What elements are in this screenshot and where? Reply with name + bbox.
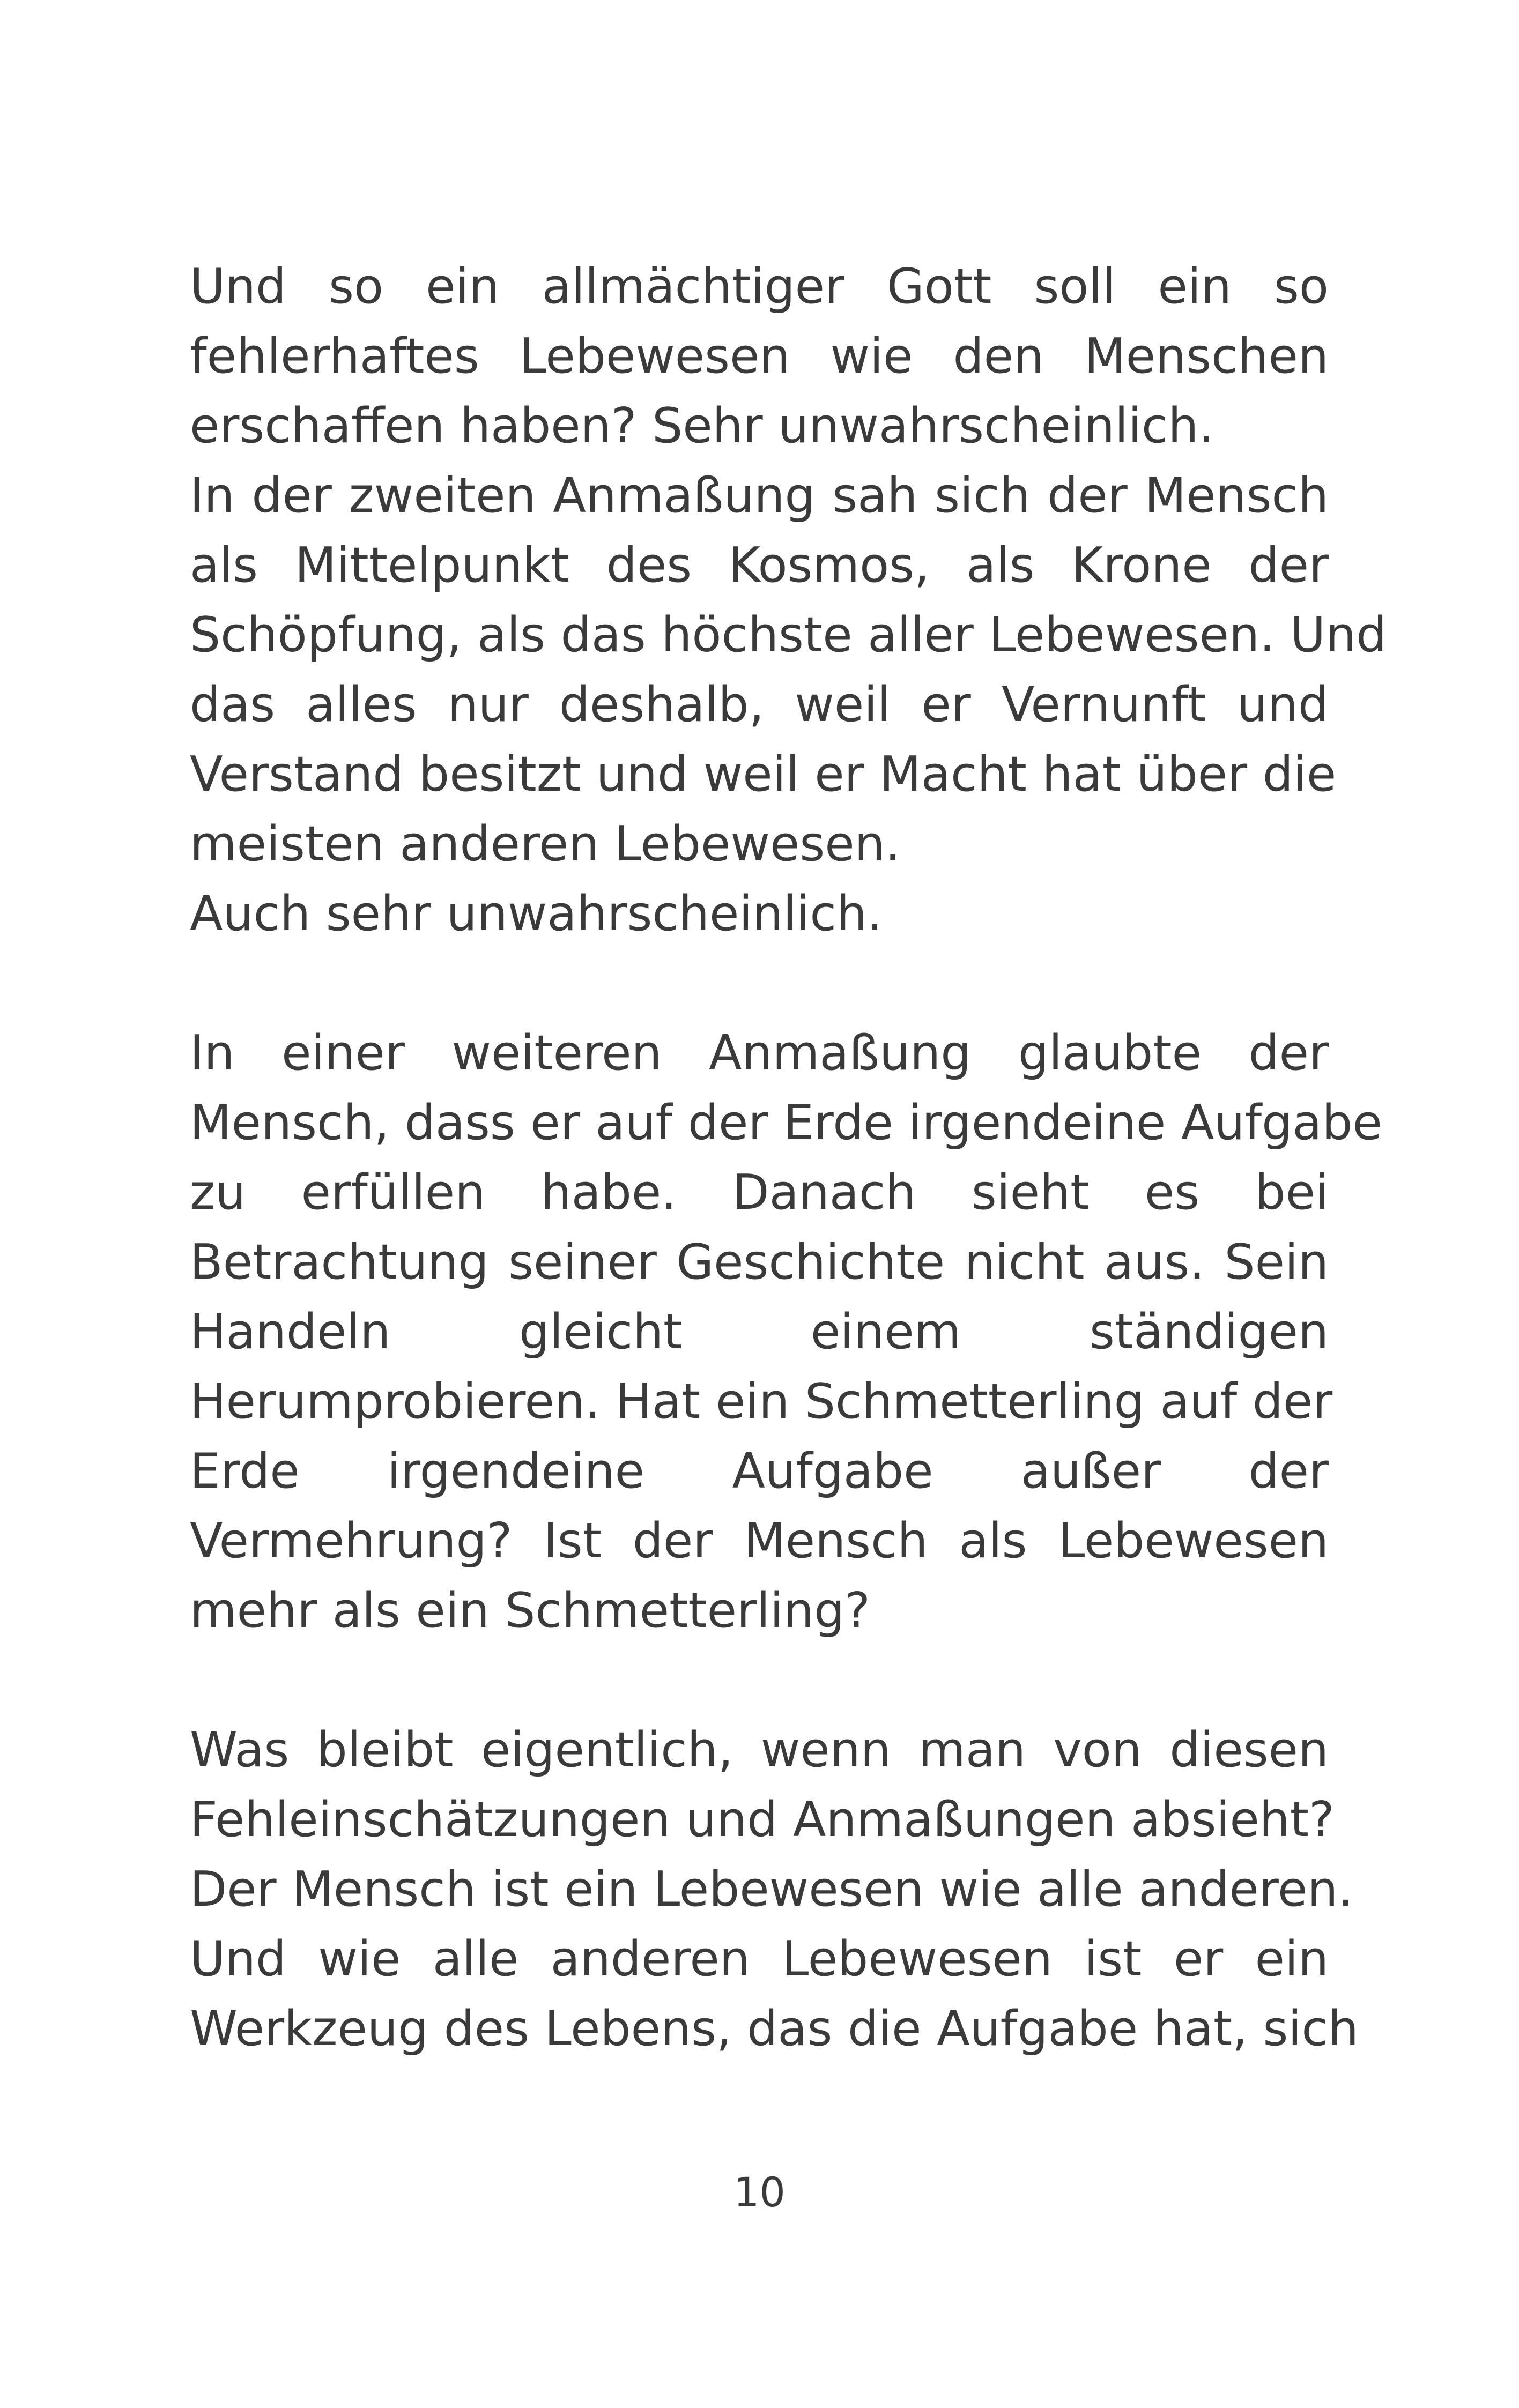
text-line: Betrachtung seiner Geschichte nicht aus. Sein (190, 1234, 1329, 1290)
text-line: Handeln gleicht einem ständigen (190, 1304, 1329, 1360)
text-line: Erde irgendeine Aufgabe außer der (190, 1443, 1329, 1499)
page-number: 10 (733, 2168, 786, 2216)
text-line: Schöpfung, als das höchste aller Lebewesen. Und (190, 607, 1387, 663)
text-line: Und wie alle anderen Lebewesen ist er ein (190, 1931, 1329, 1987)
text-line: fehlerhaftes Lebewesen wie den Menschen (190, 328, 1329, 384)
text-line: mehr als ein Schmetterling? (190, 1582, 870, 1639)
text-line: als Mittelpunkt des Kosmos, als Krone der (190, 537, 1329, 593)
body-text (190, 252, 1387, 2064)
text-line: zu erfüllen habe. Danach sieht es bei (190, 1164, 1329, 1221)
text-line: Herumprobieren. Hat ein Schmetterling auf der (190, 1373, 1333, 1430)
text-line: erschaffen haben? Sehr unwahrscheinlich. (190, 398, 1214, 454)
text-line: das alles nur deshalb, weil er Vernunft und (190, 677, 1329, 733)
text-line: Mensch, dass er auf der Erde irgendeine Aufgabe (190, 1095, 1382, 1151)
text-line: Und so ein allmächtiger Gott soll ein so (190, 258, 1329, 315)
text-line: Der Mensch ist ein Lebewesen wie alle anderen. (190, 1861, 1353, 1918)
paragraph-gap (190, 949, 1329, 1019)
text-line: Was bleibt eigentlich, wenn man von diesen (190, 1722, 1329, 1778)
text-line: meisten anderen Lebewesen. (190, 816, 901, 872)
text-line: Auch sehr unwahrscheinlich. (190, 886, 883, 942)
text-line: Vermehrung? Ist der Mensch als Lebewesen (190, 1513, 1329, 1569)
text-line: Verstand besitzt und weil er Macht hat über die (190, 746, 1337, 802)
text-line: Fehleinschätzungen und Anmaßungen absieht? (190, 1792, 1335, 1848)
text-line: Werkzeug des Lebens, das die Aufgabe hat, sich (190, 2001, 1359, 2057)
text-line: In einer weiteren Anmaßung glaubte der (190, 1025, 1329, 1081)
paragraph-gap (190, 1646, 1329, 1715)
text-line: In der zweiten Anmaßung sah sich der Mensch (190, 467, 1329, 524)
